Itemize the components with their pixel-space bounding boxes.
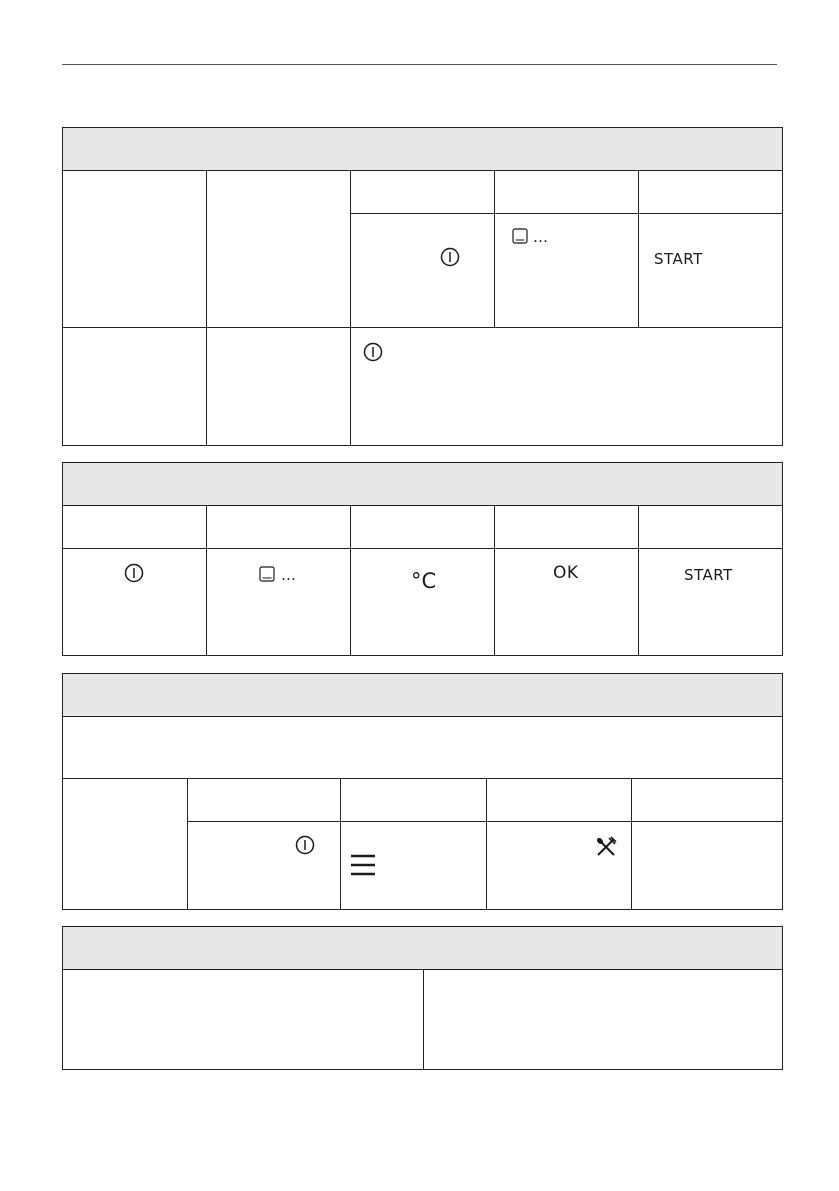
table-1 bbox=[62, 127, 783, 446]
ok-label: OK bbox=[553, 563, 579, 583]
oven-function-icon bbox=[259, 566, 275, 582]
power-icon bbox=[440, 247, 460, 267]
oven-function-ellipsis: … bbox=[533, 228, 549, 246]
table-4 bbox=[62, 926, 783, 1070]
fork-knife-icon bbox=[595, 836, 617, 858]
power-icon bbox=[124, 563, 144, 583]
temperature-icon: °C bbox=[411, 569, 437, 593]
table-3 bbox=[62, 673, 783, 910]
start-label: START bbox=[684, 566, 733, 584]
power-icon bbox=[295, 835, 315, 855]
oven-function-icon bbox=[512, 228, 528, 244]
table-4-header bbox=[63, 927, 782, 970]
oven-function-ellipsis: … bbox=[281, 566, 297, 584]
page-top-rule bbox=[62, 64, 777, 65]
table-1-header bbox=[63, 128, 782, 171]
power-icon bbox=[363, 342, 383, 362]
menu-icon bbox=[351, 854, 375, 876]
start-label: START bbox=[654, 250, 703, 268]
table-2 bbox=[62, 462, 783, 656]
table-3-header bbox=[63, 674, 782, 717]
table-2-header bbox=[63, 463, 782, 506]
